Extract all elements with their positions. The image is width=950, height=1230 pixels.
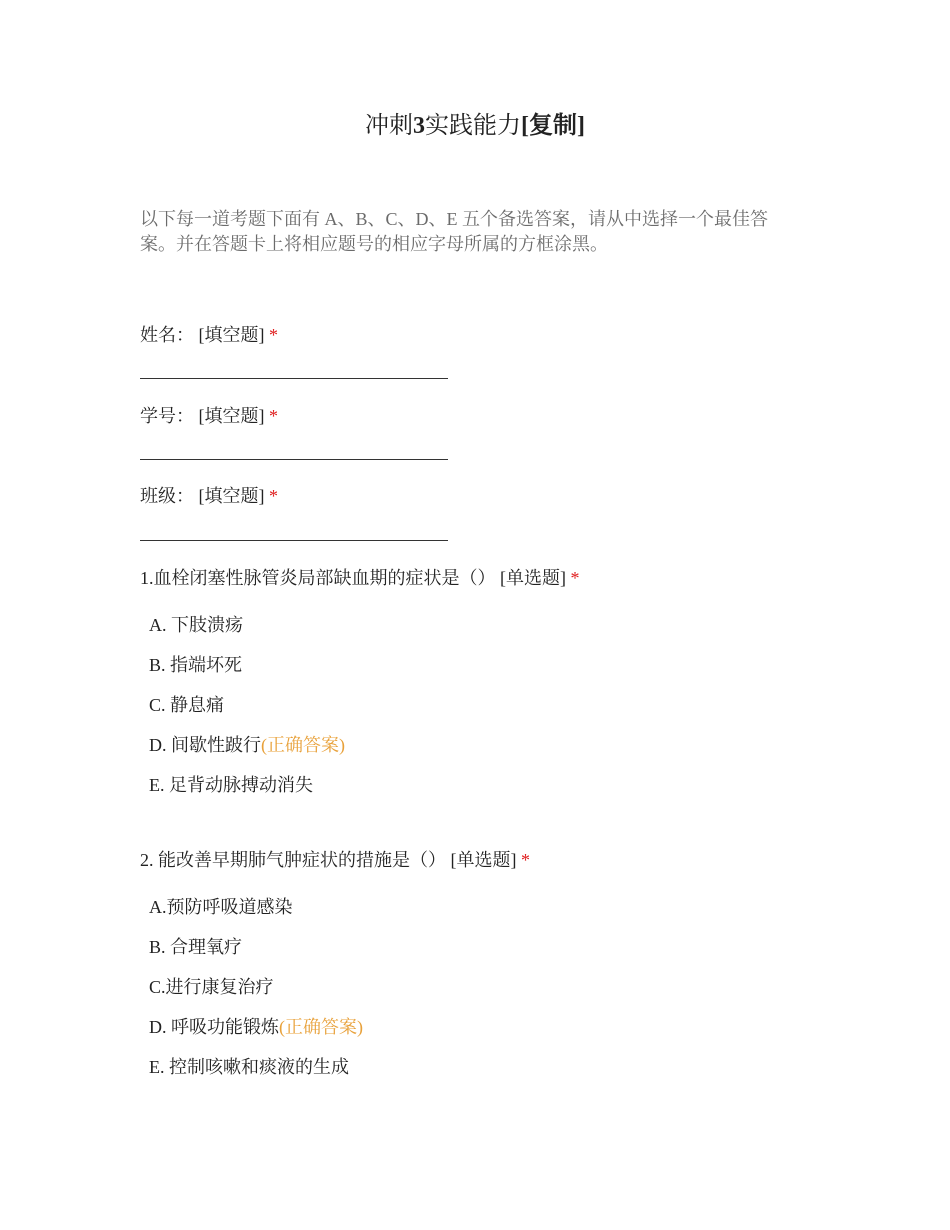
option-label: C. 静息痛	[149, 695, 225, 715]
field-label: 学号：	[140, 406, 194, 426]
field-type: [填空题]	[198, 406, 265, 426]
question-1-text	[140, 565, 840, 591]
student-id-input-line[interactable]	[140, 459, 448, 460]
option-label: A.预防呼吸道感染	[149, 897, 293, 917]
option-label: A. 下肢溃疡	[149, 615, 243, 635]
q1-option-d[interactable]	[149, 732, 749, 758]
option-label: C.进行康复治疗	[149, 977, 274, 997]
option-label: B. 指端坏死	[149, 655, 243, 675]
q2-option-c[interactable]	[149, 974, 749, 1000]
correct-answer-note: (正确答案)	[261, 735, 345, 755]
q2-option-e[interactable]	[149, 1054, 749, 1080]
field-label: 姓名：	[140, 325, 194, 345]
required-marker: *	[570, 568, 580, 588]
q1-option-b[interactable]	[149, 652, 749, 678]
option-label: E. 控制咳嗽和痰液的生成	[149, 1057, 349, 1077]
title-suffix: [复制]	[521, 113, 585, 139]
required-marker: *	[269, 406, 278, 426]
option-label: E. 足背动脉搏动消失	[149, 775, 313, 795]
instructions: 以下每一道考题下面有 A、B、C、D、E 五个备选答案，请从中选择一个最佳答案。并在答题卡上将相应题号的相应字母所属的方框涂黑。	[140, 209, 769, 254]
required-marker: *	[521, 850, 530, 870]
q2-option-b[interactable]	[149, 934, 749, 960]
title-middle: 实践能力	[425, 113, 521, 139]
required-marker: *	[269, 325, 278, 345]
field-type: [填空题]	[198, 325, 265, 345]
required-marker: *	[269, 486, 278, 506]
field-type: [填空题]	[198, 486, 265, 506]
option-label: D. 间歇性跛行	[149, 735, 261, 755]
title-prefix: 冲刺	[365, 113, 413, 139]
q2-option-a[interactable]	[149, 894, 749, 920]
question-type: [单选题]	[450, 850, 517, 870]
q2-option-d[interactable]	[149, 1014, 749, 1040]
title-number: 3	[413, 113, 425, 139]
question-stem: 2. 能改善早期肺气肿症状的措施是（）	[140, 850, 446, 870]
q1-option-c[interactable]	[149, 692, 749, 718]
question-stem: 1.血栓闭塞性脉管炎局部缺血期的症状是（）	[140, 568, 496, 588]
option-label: B. 合理氧疗	[149, 937, 243, 957]
field-student-id-label	[140, 403, 840, 429]
field-label: 班级：	[140, 486, 194, 506]
name-input-line[interactable]	[140, 378, 448, 379]
question-type: [单选题]	[500, 568, 566, 588]
question-2-text	[140, 847, 840, 873]
field-class-label	[140, 483, 840, 509]
field-name-label	[140, 322, 840, 348]
page-title	[0, 108, 950, 144]
q1-option-a[interactable]	[149, 612, 749, 638]
option-label: D. 呼吸功能锻炼	[149, 1017, 279, 1037]
correct-answer-note: (正确答案)	[279, 1017, 363, 1037]
q1-option-e[interactable]	[149, 772, 749, 798]
class-input-line[interactable]	[140, 540, 448, 541]
